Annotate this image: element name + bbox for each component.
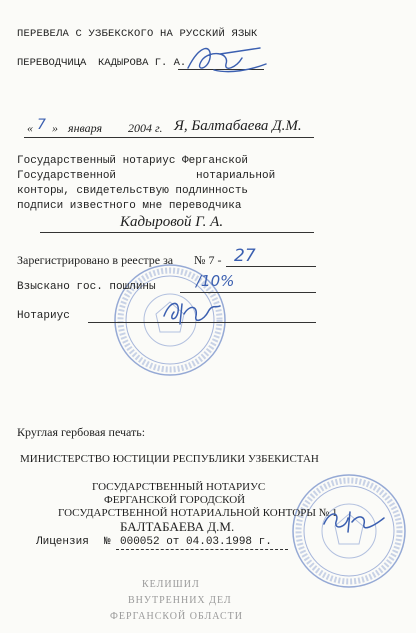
cert-line-2a: Государственной: [17, 170, 117, 182]
fee-label: Взыскано гос. пошлины: [17, 281, 156, 293]
seal-line-2: ФЕРГАНСКОЙ ГОРОДСКОЙ: [104, 494, 246, 506]
license-underline: [116, 549, 288, 550]
date-year: 2004 г.: [128, 121, 163, 135]
fee-underline: [180, 292, 316, 293]
seal-title: Круглая гербовая печать:: [17, 425, 146, 439]
translator-name: КАДЫРОВА Г. А.: [98, 57, 187, 69]
seal-signature: [318, 504, 388, 538]
registry-underline: [226, 266, 316, 267]
date-month: января: [68, 121, 103, 135]
date-day: 7: [37, 117, 46, 133]
ministry-line: МИНИСТЕРСТВО ЮСТИЦИИ РЕСПУБЛИКИ УЗБЕКИСТАН: [20, 453, 319, 465]
notary-signature: [158, 294, 224, 330]
license-number-sign: №: [104, 536, 111, 548]
cert-line-4: подписи известного мне переводчика: [17, 200, 242, 212]
notary-intro: Я, Балтабаева Д.М.: [174, 118, 302, 134]
license-value: 000052 от 04.03.1998 г.: [120, 536, 272, 548]
translator-signature: [180, 40, 270, 80]
notary-label: Нотариус: [17, 310, 70, 322]
cert-line-3: конторы, свидетельствую подлинность: [17, 185, 249, 197]
translator-label: ПЕРЕВОДЧИЦА: [17, 57, 87, 69]
quote-open: «: [27, 121, 33, 135]
registry-number-prefix: № 7 -: [194, 253, 222, 267]
translated-from-line: ПЕРЕВЕЛА С УЗБЕКСКОГО НА РУССКИЙ ЯЗЫК: [17, 28, 258, 40]
stamp-line-1: КЕЛИШИЛ: [142, 579, 200, 590]
translator-name-italic: Кадыровой Г. А.: [120, 214, 224, 230]
registry-label: Зарегистрировано в реестре за: [17, 253, 174, 267]
fee-hand: /10%: [196, 272, 235, 290]
stamp-line-2: ВНУТРЕННИХ ДЕЛ: [128, 595, 232, 606]
date-underline: [24, 137, 314, 138]
seal-line-4: БАЛТАБАЕВА Д.М.: [120, 519, 235, 534]
registry-number-hand: 27: [234, 246, 256, 266]
name-underline: [40, 232, 314, 233]
cert-line-1: Государственный нотариус Ферганской: [17, 155, 249, 167]
quote-close: »: [52, 121, 58, 135]
license-label: Лицензия: [36, 536, 89, 548]
stamp-line-3: ФЕРГАНСКОЙ ОБЛАСТИ: [110, 611, 243, 622]
cert-line-2b: нотариальной: [196, 170, 276, 182]
seal-line-3: ГОСУДАРСТВЕННОЙ НОТАРИАЛЬНОЙ КОНТОРЫ № 1: [58, 507, 338, 519]
seal-line-1: ГОСУДАРСТВЕННЫЙ НОТАРИУС: [92, 481, 266, 493]
